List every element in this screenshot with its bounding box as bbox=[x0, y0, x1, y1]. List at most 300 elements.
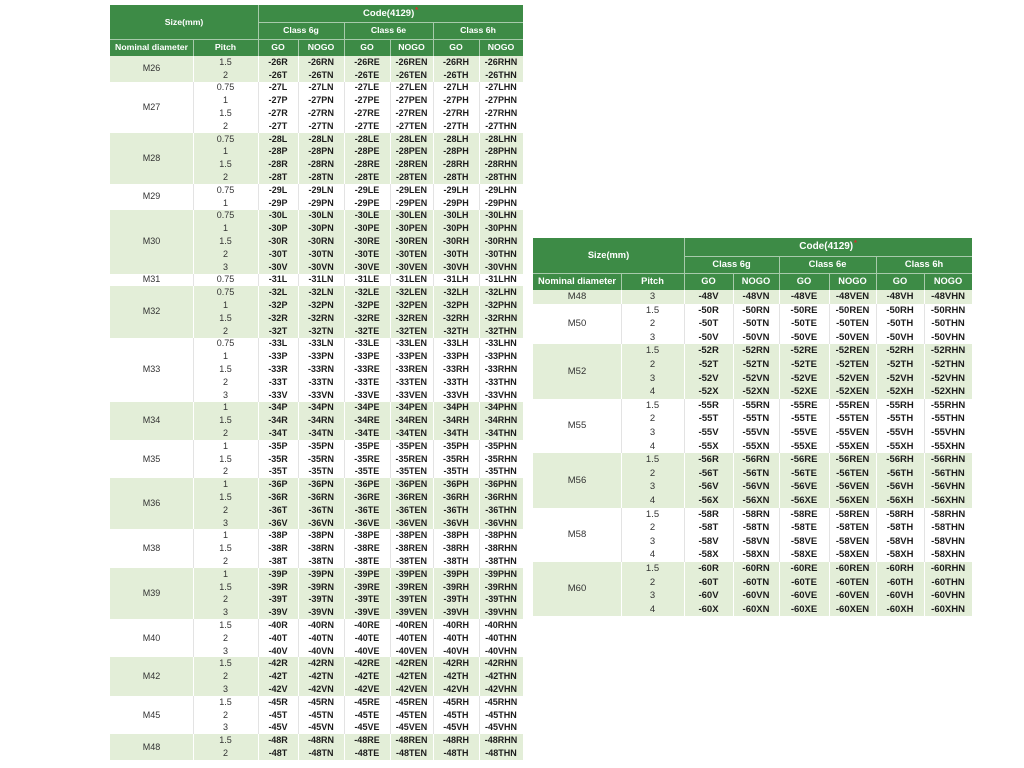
nogo-6e-code-cell: -45REN bbox=[390, 696, 433, 709]
nogo-6g-code-cell: -60VN bbox=[733, 589, 779, 603]
go-6g-code-cell: -33T bbox=[258, 376, 298, 389]
nogo-6h-code-cell: -28LHN bbox=[479, 133, 523, 146]
go-6h-code-cell: -40TH bbox=[433, 632, 479, 645]
go-6e-code-cell: -56RE bbox=[779, 453, 829, 467]
go-6g-code-cell: -48V bbox=[684, 290, 733, 304]
go-6g-code-cell: -58V bbox=[684, 535, 733, 549]
pitch-cell: 4 bbox=[621, 548, 684, 562]
nogo-6h-code-cell: -27RHN bbox=[479, 107, 523, 120]
nogo-6e-code-cell: -30TEN bbox=[390, 248, 433, 261]
nogo-6e-code-cell: -27LEN bbox=[390, 82, 433, 95]
table-row bbox=[533, 290, 972, 304]
go-6g-code-cell: -30R bbox=[258, 235, 298, 248]
nogo-6g-code-cell: -45TN bbox=[298, 709, 344, 722]
go-6h-code-cell: -58TH bbox=[876, 521, 924, 535]
pitch-cell: 4 bbox=[621, 603, 684, 617]
header-row-code bbox=[533, 238, 972, 256]
go-6g-code-cell: -55V bbox=[684, 426, 733, 440]
go-6g-code-cell: -40V bbox=[258, 645, 298, 658]
go-6g-header: GO bbox=[684, 273, 733, 290]
nogo-6e-code-cell: -48TEN bbox=[390, 747, 433, 760]
nogo-6e-code-cell: -60VEN bbox=[829, 589, 876, 603]
pitch-cell: 1 bbox=[193, 402, 258, 415]
pitch-cell: 1.5 bbox=[193, 235, 258, 248]
go-6e-code-cell: -30RE bbox=[344, 235, 390, 248]
go-6h-code-cell: -56VH bbox=[876, 480, 924, 494]
nogo-6e-code-cell: -32LEN bbox=[390, 286, 433, 299]
nogo-6g-code-cell: -35RN bbox=[298, 453, 344, 466]
pitch-cell: 3 bbox=[193, 683, 258, 696]
go-6h-code-cell: -28LH bbox=[433, 133, 479, 146]
nogo-6e-code-cell: -52TEN bbox=[829, 358, 876, 372]
pitch-cell: 2 bbox=[193, 747, 258, 760]
nogo-6h-code-cell: -40RHN bbox=[479, 619, 523, 632]
go-6e-code-cell: -36TE bbox=[344, 504, 390, 517]
nogo-6h-code-cell: -33LHN bbox=[479, 338, 523, 351]
nogo-6g-code-cell: -39RN bbox=[298, 581, 344, 594]
nogo-6g-code-cell: -33VN bbox=[298, 389, 344, 402]
nogo-6g-code-cell: -35PN bbox=[298, 440, 344, 453]
go-6h-code-cell: -38PH bbox=[433, 529, 479, 542]
nominal-diameter-cell: M28 bbox=[110, 133, 193, 184]
go-6h-code-cell: -33TH bbox=[433, 376, 479, 389]
nogo-6e-code-cell: -48REN bbox=[390, 734, 433, 747]
go-6e-code-cell: -40TE bbox=[344, 632, 390, 645]
pitch-cell: 1.5 bbox=[193, 312, 258, 325]
pitch-cell: 3 bbox=[621, 480, 684, 494]
go-6h-code-cell: -28TH bbox=[433, 171, 479, 184]
nogo-6g-code-cell: -34PN bbox=[298, 402, 344, 415]
go-6e-code-cell: -27TE bbox=[344, 120, 390, 133]
pitch-cell: 2 bbox=[193, 632, 258, 645]
go-6h-code-cell: -30LH bbox=[433, 210, 479, 223]
go-6g-code-cell: -26T bbox=[258, 69, 298, 82]
go-6g-code-cell: -60T bbox=[684, 575, 733, 589]
go-6h-code-cell: -38RH bbox=[433, 542, 479, 555]
go-6e-code-cell: -29LE bbox=[344, 184, 390, 197]
go-6g-code-cell: -27T bbox=[258, 120, 298, 133]
go-6g-code-cell: -32L bbox=[258, 286, 298, 299]
nogo-6e-code-cell: -31LEN bbox=[390, 274, 433, 287]
table-body bbox=[533, 290, 972, 616]
nogo-6e-code-cell: -38TEN bbox=[390, 555, 433, 568]
pitch-cell: 1.5 bbox=[193, 491, 258, 504]
nogo-6h-code-cell: -36VHN bbox=[479, 517, 523, 530]
go-6e-code-cell: -55TE bbox=[779, 412, 829, 426]
go-6h-code-cell: -42VH bbox=[433, 683, 479, 696]
nogo-6e-code-cell: -58VEN bbox=[829, 535, 876, 549]
go-6e-code-cell: -33TE bbox=[344, 376, 390, 389]
go-6g-code-cell: -35P bbox=[258, 440, 298, 453]
pitch-cell: 1 bbox=[193, 94, 258, 107]
class-6h-header: Class 6h bbox=[433, 22, 523, 39]
nogo-6h-code-cell: -58VHN bbox=[924, 535, 972, 549]
go-6h-code-cell: -56RH bbox=[876, 453, 924, 467]
nogo-6g-code-cell: -48VN bbox=[733, 290, 779, 304]
go-6e-code-cell: -35RE bbox=[344, 453, 390, 466]
nogo-6g-code-cell: -32PN bbox=[298, 299, 344, 312]
pitch-cell: 1 bbox=[193, 197, 258, 210]
go-6g-code-cell: -39R bbox=[258, 581, 298, 594]
nogo-6h-code-cell: -42RHN bbox=[479, 657, 523, 670]
pitch-cell: 4 bbox=[621, 494, 684, 508]
go-6e-code-cell: -39PE bbox=[344, 568, 390, 581]
nogo-6e-code-cell: -55VEN bbox=[829, 426, 876, 440]
nogo-6g-code-cell: -39PN bbox=[298, 568, 344, 581]
pitch-cell: 3 bbox=[621, 372, 684, 386]
table-header bbox=[110, 5, 523, 56]
nogo-6e-code-cell: -42REN bbox=[390, 657, 433, 670]
nogo-6e-code-cell: -36PEN bbox=[390, 478, 433, 491]
pitch-cell: 1.5 bbox=[621, 562, 684, 576]
pitch-cell: 1 bbox=[193, 350, 258, 363]
go-6e-code-cell: -38TE bbox=[344, 555, 390, 568]
nogo-6h-code-cell: -58THN bbox=[924, 521, 972, 535]
nogo-6h-code-cell: -45RHN bbox=[479, 696, 523, 709]
pitch-cell: 1.5 bbox=[621, 508, 684, 522]
thread-gauge-code-table-left bbox=[110, 5, 523, 760]
code-header-mark: * bbox=[415, 6, 418, 14]
nogo-6g-code-cell: -27LN bbox=[298, 82, 344, 95]
nogo-6h-code-cell: -48RHN bbox=[479, 734, 523, 747]
go-6e-code-cell: -34RE bbox=[344, 414, 390, 427]
go-6h-code-cell: -55RH bbox=[876, 399, 924, 413]
go-6h-code-cell: -52XH bbox=[876, 385, 924, 399]
nogo-6h-code-cell: -56THN bbox=[924, 467, 972, 481]
go-6g-code-cell: -35T bbox=[258, 466, 298, 479]
nogo-6e-code-cell: -40VEN bbox=[390, 645, 433, 658]
go-6g-code-cell: -55X bbox=[684, 440, 733, 454]
go-6h-code-cell: -33PH bbox=[433, 350, 479, 363]
go-6e-header: GO bbox=[344, 39, 390, 56]
pitch-cell: 0.75 bbox=[193, 82, 258, 95]
pitch-cell: 3 bbox=[193, 389, 258, 402]
nogo-6h-code-cell: -34PHN bbox=[479, 402, 523, 415]
pitch-cell: 1.5 bbox=[621, 344, 684, 358]
nominal-diameter-header: Nominal diameter bbox=[533, 273, 621, 290]
nogo-6h-code-cell: -48VHN bbox=[924, 290, 972, 304]
nominal-diameter-cell: M33 bbox=[110, 338, 193, 402]
nogo-6h-code-cell: -58RHN bbox=[924, 508, 972, 522]
go-6h-code-cell: -52VH bbox=[876, 372, 924, 386]
nogo-6h-code-cell: -56RHN bbox=[924, 453, 972, 467]
nogo-6e-code-cell: -33PEN bbox=[390, 350, 433, 363]
pitch-cell: 3 bbox=[621, 535, 684, 549]
go-6g-code-cell: -56T bbox=[684, 467, 733, 481]
go-6e-code-cell: -38RE bbox=[344, 542, 390, 555]
nogo-6h-code-cell: -32THN bbox=[479, 325, 523, 338]
nogo-6e-code-cell: -35TEN bbox=[390, 466, 433, 479]
go-6g-code-cell: -35R bbox=[258, 453, 298, 466]
nogo-6e-code-cell: -32PEN bbox=[390, 299, 433, 312]
go-6h-code-cell: -58VH bbox=[876, 535, 924, 549]
go-6e-code-cell: -48VE bbox=[779, 290, 829, 304]
go-6e-code-cell: -32TE bbox=[344, 325, 390, 338]
go-6h-code-cell: -40VH bbox=[433, 645, 479, 658]
go-6h-code-cell: -30PH bbox=[433, 222, 479, 235]
go-6e-code-cell: -48TE bbox=[344, 747, 390, 760]
nogo-6h-code-cell: -36THN bbox=[479, 504, 523, 517]
nogo-6h-code-cell: -27THN bbox=[479, 120, 523, 133]
go-6h-code-cell: -35PH bbox=[433, 440, 479, 453]
go-6e-code-cell: -55XE bbox=[779, 440, 829, 454]
go-6h-code-cell: -36VH bbox=[433, 517, 479, 530]
nogo-6g-code-cell: -58XN bbox=[733, 548, 779, 562]
table-row bbox=[110, 338, 523, 351]
go-6h-code-cell: -27LH bbox=[433, 82, 479, 95]
go-6g-code-cell: -38T bbox=[258, 555, 298, 568]
nogo-6h-code-cell: -35RHN bbox=[479, 453, 523, 466]
go-6e-code-cell: -52RE bbox=[779, 344, 829, 358]
pitch-cell: 2 bbox=[193, 670, 258, 683]
nominal-diameter-cell: M50 bbox=[533, 304, 621, 345]
table-row bbox=[110, 56, 523, 69]
go-6e-code-cell: -27RE bbox=[344, 107, 390, 120]
go-6g-code-cell: -30L bbox=[258, 210, 298, 223]
pitch-cell: 2 bbox=[621, 317, 684, 331]
nogo-6h-code-cell: -55VHN bbox=[924, 426, 972, 440]
nogo-6h-code-cell: -50RHN bbox=[924, 304, 972, 318]
nogo-6e-code-cell: -30REN bbox=[390, 235, 433, 248]
class-6g-header: Class 6g bbox=[258, 22, 344, 39]
nominal-diameter-cell: M35 bbox=[110, 440, 193, 478]
nogo-6h-code-cell: -40THN bbox=[479, 632, 523, 645]
nominal-diameter-cell: M48 bbox=[110, 734, 193, 760]
go-6e-code-cell: -55VE bbox=[779, 426, 829, 440]
nogo-6e-code-cell: -39PEN bbox=[390, 568, 433, 581]
go-6h-code-cell: -39TH bbox=[433, 593, 479, 606]
go-6g-code-cell: -52R bbox=[684, 344, 733, 358]
code-header-mark: * bbox=[854, 240, 857, 247]
nogo-6g-code-cell: -33TN bbox=[298, 376, 344, 389]
pitch-cell: 0.75 bbox=[193, 338, 258, 351]
go-6e-code-cell: -60TE bbox=[779, 575, 829, 589]
go-6g-code-cell: -30V bbox=[258, 261, 298, 274]
nogo-6h-code-cell: -60RHN bbox=[924, 562, 972, 576]
go-6h-code-cell: -45VH bbox=[433, 721, 479, 734]
go-6g-code-cell: -58T bbox=[684, 521, 733, 535]
table-row bbox=[110, 82, 523, 95]
go-6g-code-cell: -56X bbox=[684, 494, 733, 508]
go-6h-code-cell: -35RH bbox=[433, 453, 479, 466]
nogo-6e-code-cell: -30LEN bbox=[390, 210, 433, 223]
pitch-cell: 1.5 bbox=[621, 399, 684, 413]
go-6e-code-cell: -26RE bbox=[344, 56, 390, 69]
nogo-6h-code-cell: -52XHN bbox=[924, 385, 972, 399]
go-6g-code-cell: -26R bbox=[258, 56, 298, 69]
go-6g-code-cell: -45T bbox=[258, 709, 298, 722]
pitch-cell: 3 bbox=[193, 261, 258, 274]
thread-gauge-code-table-right bbox=[533, 238, 972, 616]
go-6e-code-cell: -32PE bbox=[344, 299, 390, 312]
go-6g-code-cell: -50R bbox=[684, 304, 733, 318]
table-row bbox=[110, 657, 523, 670]
go-6e-code-cell: -27PE bbox=[344, 94, 390, 107]
go-6g-code-cell: -52T bbox=[684, 358, 733, 372]
go-6e-code-cell: -58XE bbox=[779, 548, 829, 562]
table-row bbox=[110, 133, 523, 146]
pitch-cell: 1 bbox=[193, 440, 258, 453]
go-6e-code-cell: -50RE bbox=[779, 304, 829, 318]
go-6g-code-cell: -55T bbox=[684, 412, 733, 426]
go-6g-code-cell: -36P bbox=[258, 478, 298, 491]
go-6e-code-cell: -42RE bbox=[344, 657, 390, 670]
nogo-6e-code-cell: -27PEN bbox=[390, 94, 433, 107]
go-6e-code-cell: -39TE bbox=[344, 593, 390, 606]
go-6e-code-cell: -58RE bbox=[779, 508, 829, 522]
pitch-cell: 2 bbox=[621, 521, 684, 535]
nogo-6h-code-cell: -39RHN bbox=[479, 581, 523, 594]
nogo-6h-code-cell: -33THN bbox=[479, 376, 523, 389]
header-row-code bbox=[110, 5, 523, 22]
go-6h-header: GO bbox=[876, 273, 924, 290]
nogo-6e-code-cell: -56XEN bbox=[829, 494, 876, 508]
go-6h-code-cell: -34RH bbox=[433, 414, 479, 427]
go-6h-code-cell: -33VH bbox=[433, 389, 479, 402]
pitch-cell: 2 bbox=[193, 504, 258, 517]
nogo-6g-code-cell: -55VN bbox=[733, 426, 779, 440]
nogo-6e-code-cell: -33LEN bbox=[390, 338, 433, 351]
nogo-6g-code-cell: -27TN bbox=[298, 120, 344, 133]
go-6h-code-cell: -26TH bbox=[433, 69, 479, 82]
nogo-6g-code-cell: -30TN bbox=[298, 248, 344, 261]
go-6g-code-cell: -42V bbox=[258, 683, 298, 696]
nogo-6e-header: NOGO bbox=[829, 273, 876, 290]
go-6e-code-cell: -50VE bbox=[779, 331, 829, 345]
go-6e-code-cell: -35TE bbox=[344, 466, 390, 479]
nogo-6h-code-cell: -52THN bbox=[924, 358, 972, 372]
nogo-6g-code-cell: -45RN bbox=[298, 696, 344, 709]
nogo-6g-code-cell: -31LN bbox=[298, 274, 344, 287]
go-6e-code-cell: -28PE bbox=[344, 146, 390, 159]
nogo-6e-code-cell: -60TEN bbox=[829, 575, 876, 589]
header-row-columns bbox=[533, 273, 972, 290]
nogo-6h-code-cell: -39VHN bbox=[479, 606, 523, 619]
go-6e-code-cell: -58VE bbox=[779, 535, 829, 549]
nogo-6h-code-cell: -33PHN bbox=[479, 350, 523, 363]
go-6h-code-cell: -60XH bbox=[876, 603, 924, 617]
go-6h-code-cell: -34TH bbox=[433, 427, 479, 440]
go-6g-code-cell: -58X bbox=[684, 548, 733, 562]
nogo-6e-code-cell: -35PEN bbox=[390, 440, 433, 453]
nogo-6e-code-cell: -55TEN bbox=[829, 412, 876, 426]
go-6g-code-cell: -33P bbox=[258, 350, 298, 363]
nogo-6e-code-cell: -34TEN bbox=[390, 427, 433, 440]
nogo-6g-code-cell: -36RN bbox=[298, 491, 344, 504]
nogo-6e-code-cell: -60XEN bbox=[829, 603, 876, 617]
nogo-6h-code-cell: -29PHN bbox=[479, 197, 523, 210]
nogo-6g-code-cell: -33LN bbox=[298, 338, 344, 351]
table-row bbox=[110, 274, 523, 287]
go-6h-code-cell: -56TH bbox=[876, 467, 924, 481]
nogo-6e-header: NOGO bbox=[390, 39, 433, 56]
go-6g-code-cell: -29L bbox=[258, 184, 298, 197]
go-6g-code-cell: -55R bbox=[684, 399, 733, 413]
go-6e-code-cell: -52TE bbox=[779, 358, 829, 372]
go-6g-code-cell: -31L bbox=[258, 274, 298, 287]
header-row-columns bbox=[110, 39, 523, 56]
pitch-cell: 1 bbox=[193, 478, 258, 491]
go-6h-code-cell: -29LH bbox=[433, 184, 479, 197]
go-6h-code-cell: -33LH bbox=[433, 338, 479, 351]
pitch-cell: 2 bbox=[193, 466, 258, 479]
go-6g-header: GO bbox=[258, 39, 298, 56]
nogo-6h-code-cell: -45VHN bbox=[479, 721, 523, 734]
pitch-cell: 1.5 bbox=[193, 56, 258, 69]
nominal-diameter-cell: M27 bbox=[110, 82, 193, 133]
nogo-6g-code-cell: -60TN bbox=[733, 575, 779, 589]
pitch-cell: 1.5 bbox=[193, 158, 258, 171]
nogo-6g-code-cell: -60XN bbox=[733, 603, 779, 617]
go-6g-code-cell: -33V bbox=[258, 389, 298, 402]
go-6e-code-cell: -36RE bbox=[344, 491, 390, 504]
nogo-6g-code-cell: -52XN bbox=[733, 385, 779, 399]
nogo-6h-code-cell: -32RHN bbox=[479, 312, 523, 325]
go-6h-code-cell: -27PH bbox=[433, 94, 479, 107]
nogo-6h-code-cell: -39THN bbox=[479, 593, 523, 606]
nogo-6e-code-cell: -28PEN bbox=[390, 146, 433, 159]
go-6h-code-cell: -50VH bbox=[876, 331, 924, 345]
go-6g-code-cell: -30P bbox=[258, 222, 298, 235]
go-6g-code-cell: -33L bbox=[258, 338, 298, 351]
nogo-6g-code-cell: -52VN bbox=[733, 372, 779, 386]
go-6h-code-cell: -32TH bbox=[433, 325, 479, 338]
go-6e-code-cell: -33VE bbox=[344, 389, 390, 402]
nogo-6h-code-cell: -26THN bbox=[479, 69, 523, 82]
table-row bbox=[110, 402, 523, 415]
nogo-6g-code-cell: -30RN bbox=[298, 235, 344, 248]
go-6g-code-cell: -27P bbox=[258, 94, 298, 107]
nogo-6g-code-cell: -30PN bbox=[298, 222, 344, 235]
nogo-6g-code-cell: -36VN bbox=[298, 517, 344, 530]
nogo-6h-code-cell: -58XHN bbox=[924, 548, 972, 562]
go-6h-code-cell: -30RH bbox=[433, 235, 479, 248]
go-6h-code-cell: -29PH bbox=[433, 197, 479, 210]
pitch-cell: 3 bbox=[193, 606, 258, 619]
go-6e-code-cell: -32RE bbox=[344, 312, 390, 325]
nogo-6g-code-cell: -56XN bbox=[733, 494, 779, 508]
go-6g-code-cell: -32P bbox=[258, 299, 298, 312]
go-6g-code-cell: -34T bbox=[258, 427, 298, 440]
nogo-6g-code-cell: -50RN bbox=[733, 304, 779, 318]
go-6e-code-cell: -45VE bbox=[344, 721, 390, 734]
nogo-6h-code-cell: -33VHN bbox=[479, 389, 523, 402]
nogo-6h-code-cell: -32PHN bbox=[479, 299, 523, 312]
go-6h-code-cell: -30VH bbox=[433, 261, 479, 274]
pitch-cell: 1.5 bbox=[193, 363, 258, 376]
pitch-cell: 0.75 bbox=[193, 133, 258, 146]
nogo-6g-code-cell: -40VN bbox=[298, 645, 344, 658]
nogo-6g-code-cell: -26TN bbox=[298, 69, 344, 82]
table-row bbox=[533, 399, 972, 413]
nogo-6h-code-cell: -60VHN bbox=[924, 589, 972, 603]
nogo-6e-code-cell: -28TEN bbox=[390, 171, 433, 184]
pitch-cell: 2 bbox=[621, 575, 684, 589]
go-6h-code-cell: -52TH bbox=[876, 358, 924, 372]
nogo-6e-code-cell: -34PEN bbox=[390, 402, 433, 415]
nogo-6h-code-cell: -39PHN bbox=[479, 568, 523, 581]
nogo-6e-code-cell: -30PEN bbox=[390, 222, 433, 235]
go-6h-code-cell: -40RH bbox=[433, 619, 479, 632]
nogo-6g-code-cell: -27PN bbox=[298, 94, 344, 107]
go-6g-code-cell: -34R bbox=[258, 414, 298, 427]
go-6g-code-cell: -38R bbox=[258, 542, 298, 555]
nogo-6e-code-cell: -33TEN bbox=[390, 376, 433, 389]
go-6g-code-cell: -45R bbox=[258, 696, 298, 709]
pitch-cell: 0.75 bbox=[193, 274, 258, 287]
go-6h-code-cell: -42TH bbox=[433, 670, 479, 683]
nogo-6g-code-cell: -58TN bbox=[733, 521, 779, 535]
